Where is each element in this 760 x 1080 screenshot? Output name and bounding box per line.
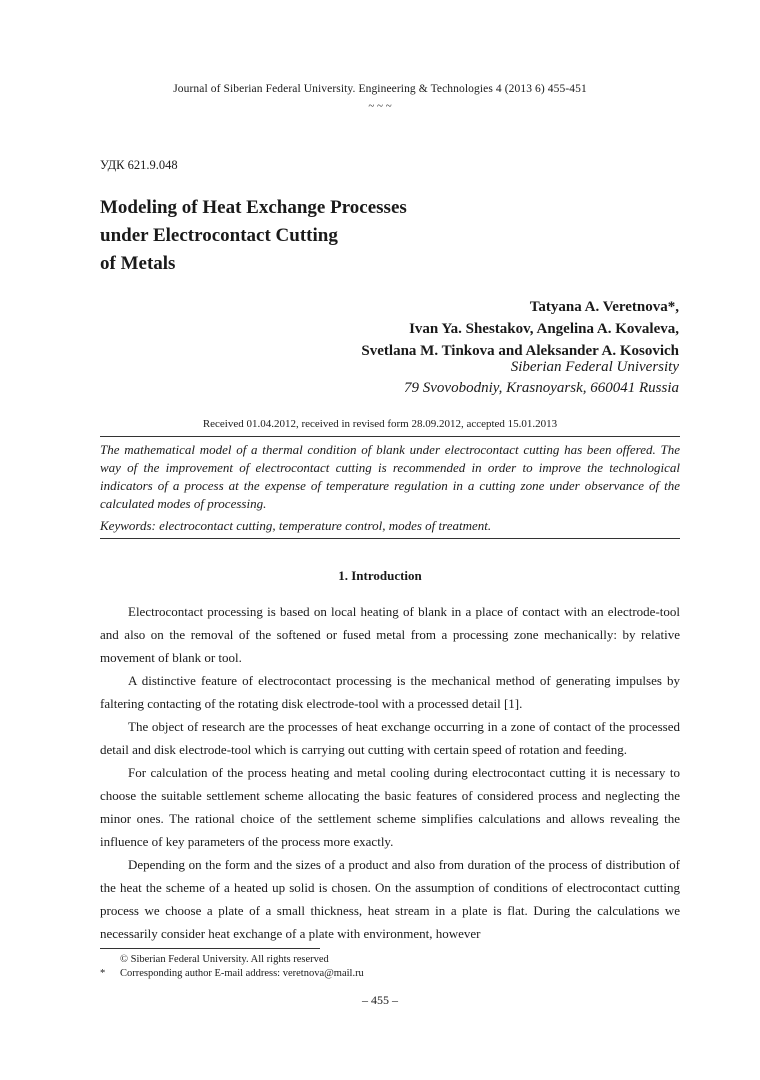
affiliation-line: 79 Svovobodniy, Krasnoyarsk, 660041 Russia bbox=[404, 380, 679, 396]
author-line: Svetlana M. Tinkova and Aleksander A. Kosovich bbox=[361, 343, 679, 359]
paragraph: For calculation of the process heating and metal cooling during electrocontact cutting it is necessary to choose the suitable settlement scheme allocating the basic features of considered process and neglecting the minor ones. The rational choice of the settlement scheme simplifies calculations and allows revealing the influence of key parameters of the process more exactly. bbox=[100, 765, 680, 849]
title-line: Modeling of Heat Exchange Processes bbox=[100, 197, 407, 218]
received-dates: Received 01.04.2012, received in revised form 28.09.2012, accepted 15.01.2013 bbox=[202, 418, 558, 430]
affiliation bbox=[404, 357, 679, 399]
footnote-corresponding bbox=[100, 968, 364, 979]
footnote-rule bbox=[100, 948, 320, 949]
paragraph: Electrocontact processing is based on local heating of blank in a place of contact with an electrode-tool and also on the removal of the softened or fused metal from a processing zone mechanically: by relative movement of blank or tool. bbox=[100, 604, 680, 665]
udk-code: УДК 621.9.048 bbox=[100, 158, 178, 172]
corresponding-text: Corresponding author E-mail address: veretnova@mail.ru bbox=[120, 968, 364, 979]
body-text bbox=[100, 600, 680, 945]
paragraph: A distinctive feature of electrocontact processing is the mechanical method of generating impulses by faltering contacting of the rotating disk electrode-tool with a processed detail [1]. bbox=[100, 673, 680, 711]
copyright-text: © Siberian Federal University. All rights reserved bbox=[120, 954, 329, 965]
header-separator: ~ ~ ~ bbox=[368, 100, 392, 112]
title-line: under Electrocontact Cutting bbox=[100, 225, 338, 246]
section-heading: 1. Introduction bbox=[338, 568, 422, 583]
paragraph: Depending on the form and the sizes of a product and also from duration of the process of distribution of the heat the scheme of a heated up solid is chosen. On the assumption of conditions of electrocontact cutting process we choose a plate of a small thickness, heat stream in a plate is flat. During the calculations we necessarily consider heat exchange of a plate with environment, however bbox=[100, 857, 680, 941]
title-line: of Metals bbox=[100, 253, 176, 274]
paper-title bbox=[100, 194, 520, 278]
footnote-copyright bbox=[100, 954, 329, 965]
abstract: The mathematical model of a thermal condition of blank under electrocontact cutting has been offered. The way of the improvement of electrocontact cutting is recommended in order to improve the technological indicators of a process at the expense of temperature regulation in a cutting zone under observance of the calculated modes of processing. bbox=[100, 442, 680, 511]
author-list bbox=[361, 296, 679, 362]
keywords: Keywords: electrocontact cutting, temperature control, modes of treatment. bbox=[100, 518, 492, 533]
abstract-top-rule bbox=[100, 436, 680, 437]
paragraph: The object of research are the processes of heat exchange occurring in a zone of contact of the processed detail and disk electrode-tool which is carrying out cutting with certain speed of rotation and feeding. bbox=[100, 719, 680, 757]
footnote-mark: * bbox=[100, 968, 106, 979]
abstract-bottom-rule bbox=[100, 538, 680, 539]
author-line: Tatyana A. Veretnova*, bbox=[529, 299, 679, 315]
affiliation-line: Siberian Federal University bbox=[510, 359, 679, 375]
author-line: Ivan Ya. Shestakov, Angelina A. Kovaleva, bbox=[409, 321, 679, 337]
page-number: – 455 – bbox=[362, 993, 398, 1007]
journal-header: Journal of Siberian Federal University. Engineering & Technologies 4 (2013 6) 455-451 bbox=[173, 83, 587, 95]
